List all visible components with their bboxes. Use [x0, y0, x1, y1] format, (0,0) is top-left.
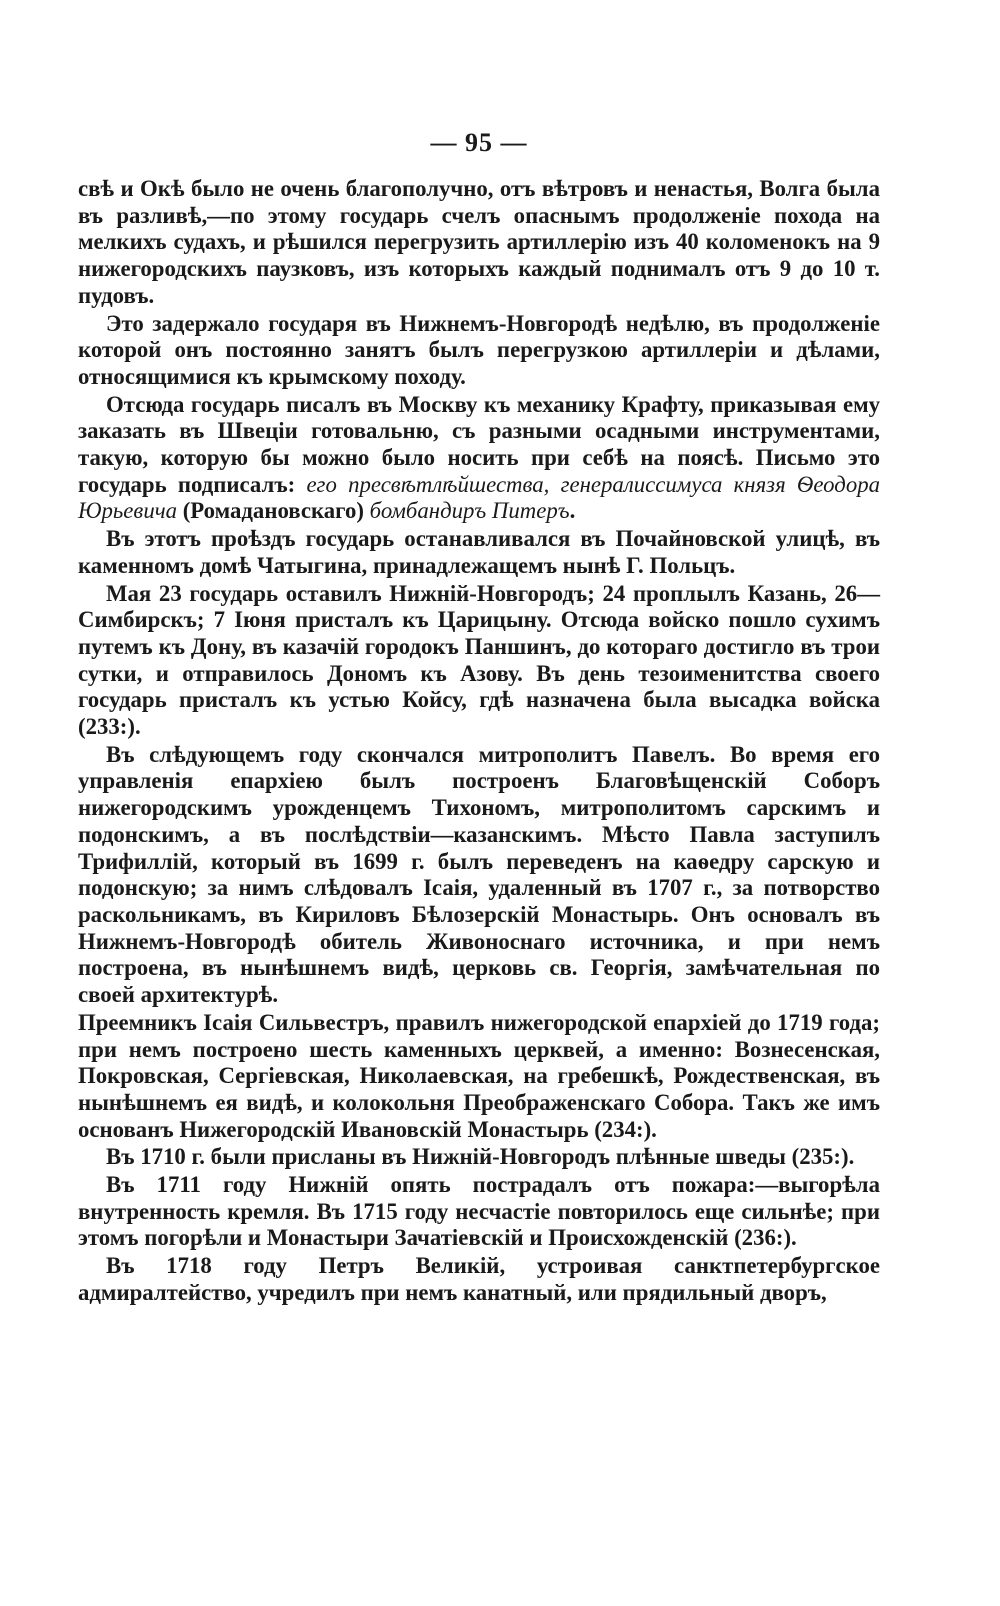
- paragraph: [78, 526, 880, 579]
- paragraph: [78, 1253, 880, 1306]
- page-number: — 95 —: [430, 128, 528, 157]
- text-run: Въ 1718 году Петръ Великій, устроивая санктпетербургское адмиралтейство, учредилъ при немъ канатный, или прядильный дворъ,: [78, 1253, 880, 1305]
- italic-text: бомбандиръ Питеръ: [369, 498, 570, 524]
- paragraph: [78, 176, 880, 310]
- paragraph: [78, 581, 880, 741]
- text-run: Въ слѣдующемъ году скончался митрополитъ Павелъ. Во время его управленія епархіею былъ построенъ Благовѣщенскій Соборъ нижегородскимъ урожденцемъ Тихономъ, митрополитомъ сарскимъ и подонскимъ, а въ послѣдствіи—казанскимъ. Мѣсто Павла заступилъ Трифиллій, который въ 1699 г. былъ переведенъ на каѳедру сарскую и подонскую; за нимъ слѣдовалъ Ісаія, удаленный въ 1707 г., за потворство раскольникамъ, въ Кириловъ Бѣлозерскій Монастырь. Онъ основалъ въ Нижнемъ-Новгородѣ обитель Живоноснаго источника, и при немъ построена, въ нынѣшнемъ видѣ, церковь св. Георгія, замѣчательная по своей архитектурѣ.: [78, 741, 880, 1008]
- text-run: Преемникъ Ісаія Сильвестръ, правилъ нижегородской епархіей до 1719 года; при немъ построено шесть каменныхъ церквей, а именно: Вознесенская, Покровская, Сергіевская, Николаевская, на гребешкѣ, Рождественская, въ нынѣшнемъ ея видѣ, и колокольня Преображенскаго Собора. Такъ же имъ основанъ Нижегородскій Ивановскій Монастырь (234:).: [78, 1009, 880, 1142]
- paragraph: [78, 742, 880, 1009]
- paragraph: [78, 392, 880, 526]
- text-run: свѣ и Окѣ было не очень благополучно, отъ вѣтровъ и ненастья, Волга была въ разливѣ,—по этому государь счелъ опаснымъ продолженіе похода на мелкихъ судахъ, и рѣшился перегрузить артиллерію изъ 40 коломенокъ на 9 нижегородскихъ паузковъ, изъ которыхъ каждый поднималъ отъ 9 до 10 т. пудовъ.: [78, 176, 880, 308]
- text-run: (Ромадановскаго): [177, 498, 370, 524]
- italic-text: его пресвѣтлѣйшества, генералиссимуса князя Ѳеодора Юрьевича: [78, 471, 881, 524]
- text-run: Мая 23 государь оставилъ Нижній-Новгородъ; 24 проплылъ Казань, 26—Симбирскъ; 7 Іюня присталъ къ Царицыну. Отсюда войско пошло сухимъ путемъ къ Дону, въ казачій городокъ Паншинъ, до котораго достигло въ трои сутки, и отправилось Дономъ къ Азову. Въ день тезоименитства своего государь присталъ къ устью Койсу, гдѣ назначена была высадка войска (233:).: [78, 580, 880, 740]
- paragraph: [78, 1144, 880, 1171]
- text-run: Въ этотъ проѣздъ государь останавливался въ Почайновской улицѣ, въ каменномъ домѣ Чатыгина, принадлежащемъ нынѣ Г. Польцъ.: [78, 526, 880, 578]
- text-run: Въ 1711 году Нижній опять пострадалъ отъ пожара:—выгорѣла внутренность кремля. Въ 1715 году несчастіе повторилось еще сильнѣе; при этомъ погорѣли и Монастыри Зачатіевскій и Происхожденскій (236:).: [78, 1172, 880, 1251]
- text-run: .: [569, 498, 576, 524]
- body-text: [78, 176, 880, 1307]
- paragraph: [78, 311, 880, 391]
- text-run: Отсюда государь писалъ въ Москву къ механику Крафту, приказывая ему заказать въ Швеціи готовальню, съ разными осадными инструментами, такую, которую бы можно было носить при себѣ на поясѣ. Письмо это государь подписалъ:: [78, 391, 880, 497]
- paragraph: [78, 1172, 880, 1252]
- paragraph: [78, 1010, 880, 1144]
- text-run: Это задержало государя въ Нижнемъ-Новгородѣ недѣлю, въ продолженіе которой онъ постоянно занятъ былъ перегрузкою артиллеріи и дѣлами, относящимися къ крымскому походу.: [78, 310, 880, 389]
- text-run: Въ 1710 г. были присланы въ Нижній-Новгородъ плѣнные шведы (235:).: [106, 1144, 855, 1170]
